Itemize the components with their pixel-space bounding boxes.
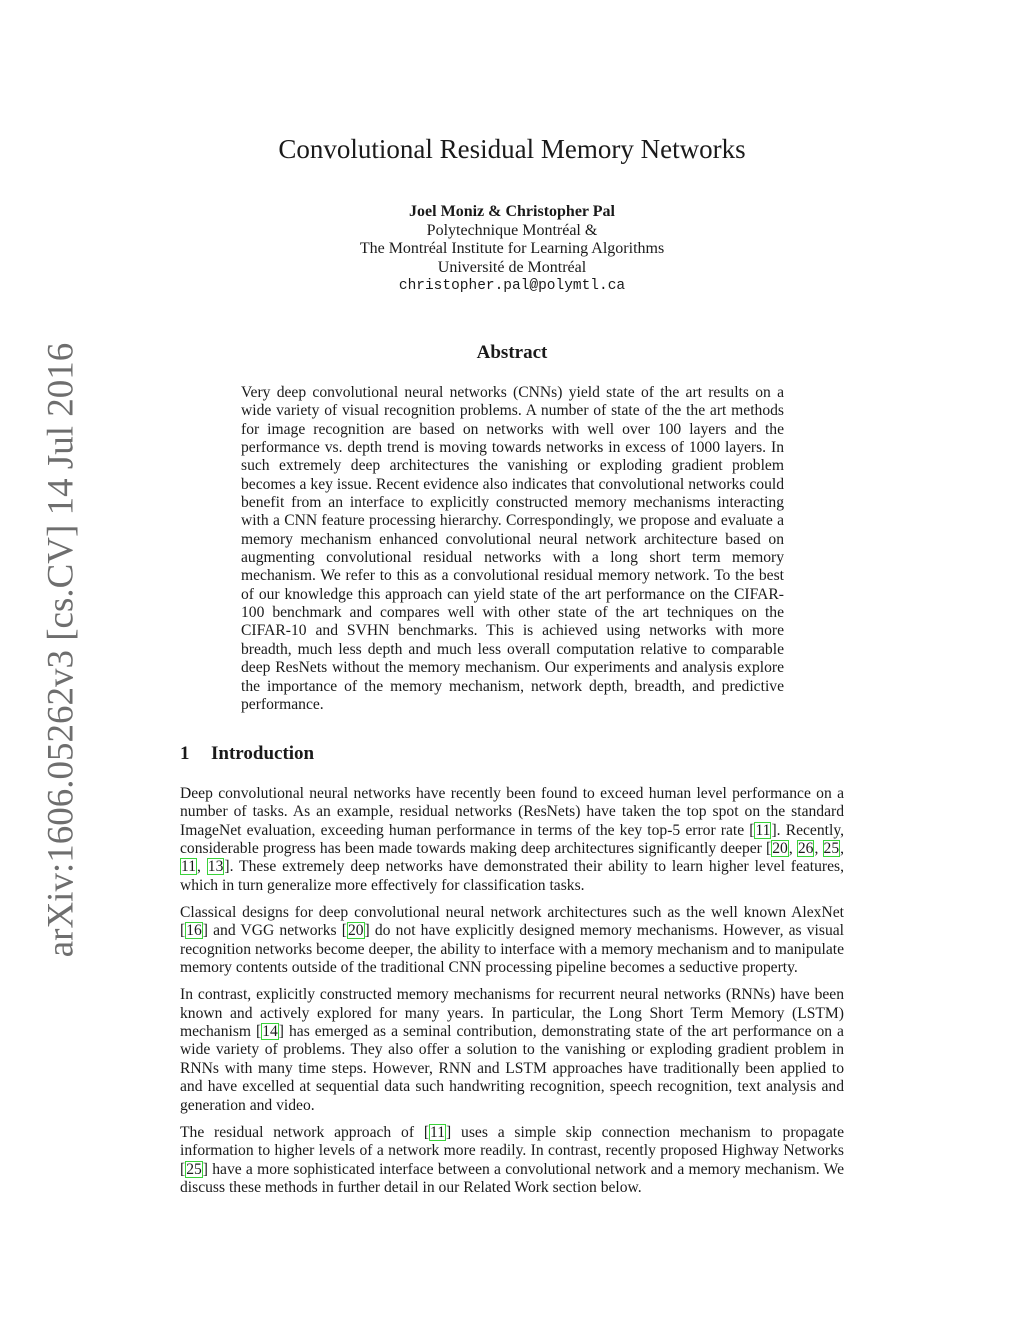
author-email: christopher.pal@polymtl.ca <box>398 278 626 294</box>
citation-link[interactable]: 16 <box>186 922 202 940</box>
paragraph-text: In contrast, explicitly constructed memory mechanisms for recurrent neural networks (RNNs) have been known and actively explored for many years. In particular, the Long Short Term Memory (LSTM) mechanism <box>180 986 844 1041</box>
citation-link[interactable]: 25 <box>186 1160 202 1178</box>
author-block <box>0 203 1024 296</box>
citation-link[interactable]: 13 <box>207 858 224 876</box>
section-title: Introduction <box>211 743 315 764</box>
paragraph-text: have a more sophisticated interface between a convolutional network and a memory mechanism. We discuss these methods in further detail in our Related Work section below. <box>180 1160 844 1196</box>
paragraph-text: uses a simple skip connection mechanism to propagate information to higher levels of a network more readily. In contrast, recently proposed Highway Networks <box>180 1123 844 1160</box>
intro-paragraph-4: The residual network approach of [11] uses a simple skip connection mechanism to propagate information to higher levels of a network more readily. In contrast, recently proposed Highway Networks [25] have a more sophisticated interface between a convolutional network and a memory mechanism. We discuss these methods in further detail in our Related Work section below. <box>180 1123 844 1196</box>
abstract-heading: Abstract <box>476 342 548 363</box>
paragraph-text: do not have explicitly designed memory mechanisms. However, as visual recognition networks become deeper, the ability to interface with a memory mechanism and to manipulate memory contents outside of the traditional CNN processing pipeline becomes a seductive property. <box>180 922 844 977</box>
intro-paragraph-2: Classical designs for deep convolutional neural network architectures such as the well known AlexNet [16] and VGG networks [20] do not have explicitly designed memory mechanisms. However, as visual recognition networks become deeper, the ability to interface with a memory mechanism and to manipulate memory contents outside of the traditional CNN processing pipeline becomes a seductive property. <box>180 904 844 977</box>
affiliation-line: The Montréal Institute for Learning Algorithms <box>359 240 665 257</box>
affiliation-line: Université de Montréal <box>437 258 587 276</box>
section-number: 1 <box>180 743 190 764</box>
intro-paragraph-3: In contrast, explicitly constructed memory mechanisms for recurrent neural networks (RNNs) have been known and actively explored for many years. In particular, the Long Short Term Memory (LSTM) mechanism [14] has emerged as a seminal contribution, demonstrating state of the art performance on a wide variety of problems. They also offer a solution to the vanishing or exploding gradient problem in RNNs with many time steps. However, RNN and LSTM approaches have traditionally been applied to and have excelled at sequential data such handwriting recognition, speech recognition, text analysis and generation and video. <box>180 986 844 1114</box>
citation-link[interactable]: 26 <box>797 840 814 858</box>
paragraph-text: . These extremely deep networks have demonstrated their ability to learn higher level features, which in turn generalize more effectively for classification tasks. <box>180 858 845 894</box>
arxiv-identifier: arXiv:1606.05262v3 [cs.CV] 14 Jul 2016 <box>40 342 82 958</box>
citation-link[interactable]: 20 <box>772 840 788 858</box>
paragraph-text: has emerged as a seminal contribution, demonstrating state of the art performance on a wide variety of problems. They also offer a solution to the vanishing or exploding gradient problem in RNNs with many time steps. However, RNN and LSTM approaches have traditionally been applied to and have excelled at sequential data such handwriting recognition, speech recognition, text analysis and generation and video. <box>180 1023 844 1114</box>
paragraph-text: and VGG networks <box>208 922 342 940</box>
citation-link[interactable]: 25 <box>823 840 840 858</box>
paper-title: Convolutional Residual Memory Networks <box>278 134 746 164</box>
citation-link[interactable]: 11 <box>430 1123 446 1141</box>
citation-link[interactable]: 20 <box>347 922 364 940</box>
citation-link[interactable]: 11 <box>181 858 197 876</box>
paragraph-text: The residual network approach of <box>180 1123 424 1141</box>
section-heading-introduction <box>180 743 314 765</box>
affiliation-line: Polytechnique Montréal & <box>426 221 598 239</box>
paragraph-text: . Recently, considerable progress has been made towards making deep architectures significantly deeper <box>180 821 845 858</box>
citation-link[interactable]: 14 <box>262 1023 278 1041</box>
introduction-body <box>180 785 844 1206</box>
paragraph-text: Deep convolutional neural networks have recently been found to exceed human level performance on a number of tasks. As an example, residual networks (ResNets) have taken the top spot on the standard ImageNet evaluation, exceeding human performance in terms of the key top-5 error rate <box>180 785 844 839</box>
paragraph-text: Classical designs for deep convolutional neural network architectures such as the well known AlexNet <box>180 904 844 922</box>
intro-paragraph-1: Deep convolutional neural networks have recently been found to exceed human level performance on a number of tasks. As an example, residual networks (ResNets) have taken the top spot on the standard ImageNet evaluation, exceeding human performance in terms of the key top-5 error rate [11]. Recently, considerable progress has been made towards making deep architectures significantly deeper [20, 26, 25, 11, 13]. These extremely deep networks have demonstrated their ability to learn higher level features, which in turn generalize more effectively for classification tasks. <box>180 785 845 894</box>
author-names: Joel Moniz & Christopher Pal <box>409 203 615 220</box>
citation-link[interactable]: 11 <box>755 821 771 839</box>
abstract-text: Very deep convolutional neural networks (CNNs) yield state of the art results on a wide variety of visual recognition problems. A number of state of the the art methods for image recognition are based on networks with well over 100 layers and the performance vs. depth trend is moving towards networks in excess of 1000 layers. In such extremely deep architectures the vanishing or exploding gradient problem becomes a key issue. Recent evidence also indicates that convolutional networks could benefit from an interface to explicitly constructed memory mechanisms interacting with a CNN feature processing hierarchy. Correspondingly, we propose and evaluate a memory mechanism enhanced convolutional neural network architecture based on augmenting convolutional residual networks with a long short term memory mechanism. We refer to this as a convolutional residual memory network. To the best of our knowledge this approach can yield state of the art performance on the CIFAR-100 benchmark and compares well with other state of the art techniques on the CIFAR-10 and SVHN benchmarks. This is achieved using networks with more breadth, much less depth and much less overall computation relative to comparable deep ResNets without the memory mechanism. Our experiments and analysis explore the importance of the memory mechanism, network depth, breadth, and predictive performance. <box>241 384 784 713</box>
